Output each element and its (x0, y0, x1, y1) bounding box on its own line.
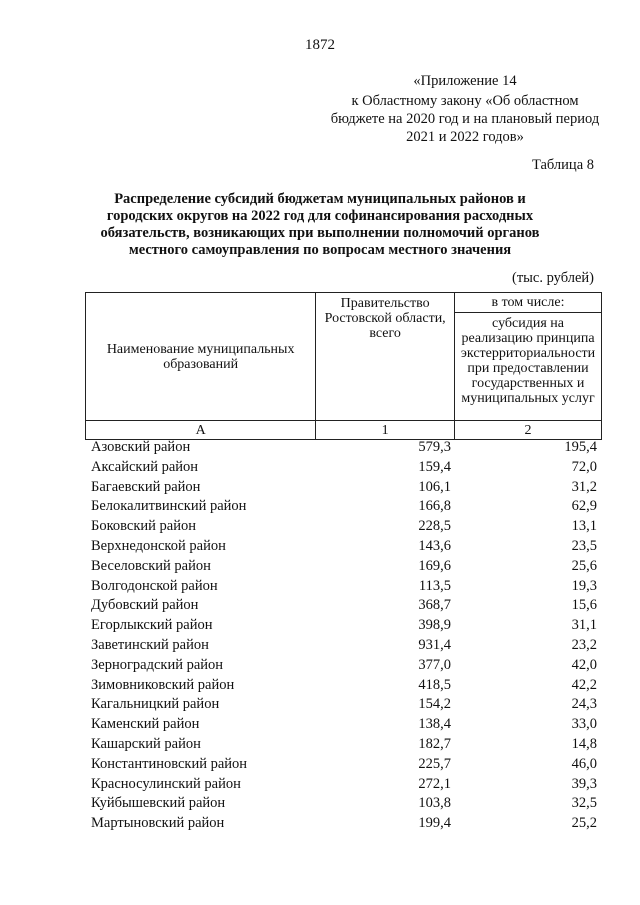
total-value: 138,4 (418, 716, 451, 733)
total-value: 377,0 (418, 656, 451, 673)
table-row (91, 557, 597, 577)
units-label: (тыс. рублей) (512, 270, 594, 286)
table-row (91, 695, 597, 715)
district-name: Белокалитвинский район (91, 498, 247, 515)
col-number-2: 2 (455, 421, 602, 440)
table-row (91, 814, 597, 834)
table-header (85, 292, 602, 440)
district-name: Верхнедонской район (91, 537, 226, 554)
table-row (91, 537, 597, 557)
district-name: Азовский район (91, 439, 191, 455)
district-name: Кагальницкий район (91, 696, 220, 713)
table-body (91, 438, 597, 834)
total-value: 418,5 (418, 676, 451, 693)
district-name: Зерноградский район (91, 656, 224, 673)
total-value: 579,3 (418, 439, 451, 455)
table-row (91, 794, 597, 814)
district-name: Аксайский район (91, 458, 199, 475)
district-name: Мартыновский район (91, 815, 225, 832)
appendix-title: «Приложение 14 (413, 73, 517, 89)
subsidy-value: 32,5 (571, 795, 597, 812)
table-row (91, 775, 597, 795)
subsidy-value: 72,0 (571, 458, 597, 475)
total-value: 113,5 (418, 577, 451, 594)
subsidy-value: 31,1 (571, 617, 597, 634)
table-row (91, 656, 597, 676)
table-row (91, 636, 597, 656)
subsidy-value: 23,2 (571, 636, 597, 653)
header-name-cell: Наименование муниципальных образований (86, 293, 316, 421)
total-value: 106,1 (418, 478, 451, 495)
total-value: 398,9 (418, 617, 451, 634)
subsidy-value: 42,0 (571, 656, 597, 673)
table-row (91, 755, 597, 775)
total-value: 199,4 (418, 815, 451, 832)
page-number: 1872 (305, 37, 335, 53)
total-value: 159,4 (418, 458, 451, 475)
table-row (91, 458, 597, 478)
district-name: Заветинский район (91, 636, 209, 653)
subsidy-value: 19,3 (571, 577, 597, 594)
subsidy-value: 25,2 (571, 815, 597, 832)
table-row (91, 497, 597, 517)
total-value: 368,7 (418, 597, 451, 614)
district-name: Красносулинский район (91, 775, 241, 792)
total-value: 166,8 (418, 498, 451, 515)
table-row (91, 735, 597, 755)
col-number-a: А (86, 421, 316, 440)
table-row (91, 596, 597, 616)
total-value: 143,6 (418, 537, 451, 554)
subsidy-value: 39,3 (571, 775, 597, 792)
subsidy-value: 15,6 (571, 597, 597, 614)
subsidy-value: 33,0 (571, 716, 597, 733)
table-row (91, 616, 597, 636)
total-value: 182,7 (418, 735, 451, 752)
col-number-1: 1 (316, 421, 455, 440)
district-name: Боковский район (91, 518, 196, 535)
total-value: 228,5 (418, 518, 451, 535)
subsidy-value: 24,3 (571, 696, 597, 713)
district-name: Егорлыкский район (91, 617, 213, 634)
table-label: Таблица 8 (531, 157, 594, 173)
total-value: 931,4 (418, 636, 451, 653)
total-value: 225,7 (418, 755, 451, 772)
appendix-reference: к Областному закону «Об областном бюджете на 2020 год и на плановый период 2021 и 2022 годов» (330, 93, 600, 145)
subsidy-value: 23,5 (571, 537, 597, 554)
table-row (91, 676, 597, 696)
district-name: Зимовниковский район (91, 676, 235, 693)
district-name: Куйбышевский район (91, 795, 226, 812)
total-value: 272,1 (418, 775, 451, 792)
subsidy-value: 14,8 (571, 735, 597, 752)
district-name: Каменский район (91, 716, 200, 733)
total-value: 154,2 (418, 696, 451, 713)
district-name: Кашарский район (91, 735, 201, 752)
subsidy-value: 31,2 (571, 478, 597, 495)
table-row (91, 715, 597, 735)
district-name: Константиновский район (91, 755, 248, 772)
table-row (91, 478, 597, 498)
table-row (91, 438, 597, 458)
total-value: 169,6 (418, 557, 451, 574)
header-total-cell: Правительство Ростовской области, всего (316, 293, 455, 421)
subsidy-value: 46,0 (571, 755, 597, 772)
subsidy-value: 13,1 (571, 518, 597, 535)
appendix-block (330, 72, 600, 146)
header-including-cell: в том числе: (455, 293, 602, 313)
district-name: Веселовский район (91, 557, 211, 574)
total-value: 103,8 (418, 795, 451, 812)
district-name: Волгодонской район (91, 577, 218, 594)
subsidy-value: 25,6 (571, 557, 597, 574)
document-title: Распределение субсидий бюджетам муниципальных районов и городских округов на 2022 год для софинансирования расходных обязательств, возникающих при выполнении полномочий органов местного самоуправления по вопросам местного значения (100, 191, 540, 258)
subsidy-value: 42,2 (571, 676, 597, 693)
subsidy-value: 62,9 (571, 498, 597, 515)
district-name: Багаевский район (91, 478, 201, 495)
header-subsidy-cell: субсидия на реализацию принципа экстерриториальности при предоставлении государственных и муниципальных услуг (455, 313, 602, 421)
subsidy-value: 195,4 (564, 439, 597, 455)
district-name: Дубовский район (91, 597, 199, 614)
table-row (91, 577, 597, 597)
table-row (91, 517, 597, 537)
